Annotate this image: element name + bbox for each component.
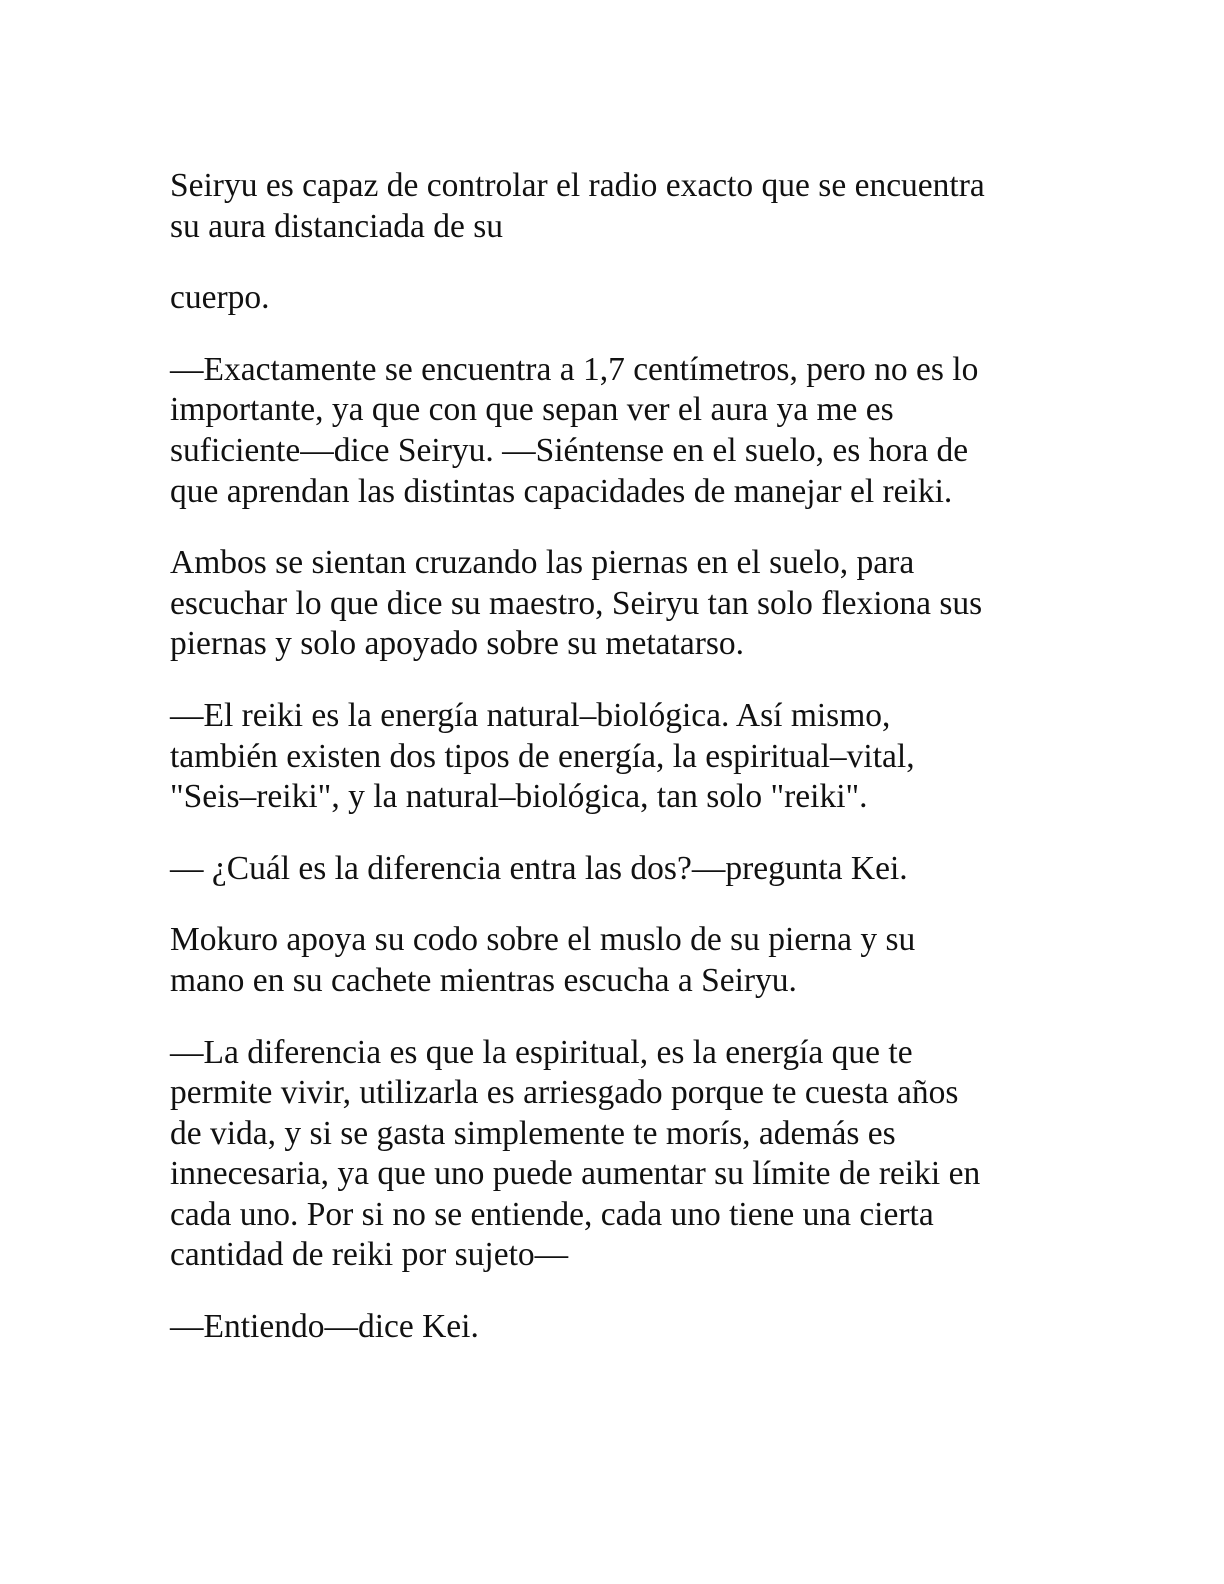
text-line: innecesaria, ya que uno puede aumentar su límite de reiki en <box>170 1155 981 1193</box>
paragraph-1 <box>170 166 1050 247</box>
text-line: de vida, y si se gasta simplemente te morís, además es <box>170 1114 896 1152</box>
text-line: —La diferencia es que la espiritual, es la energía que te <box>170 1033 913 1071</box>
text-line: cada uno. Por si no se entiende, cada uno tiene una cierta <box>170 1195 934 1233</box>
text-line: —El reiki es la energía natural–biológica. Así mismo, <box>170 696 891 734</box>
text-line: Mokuro apoya su codo sobre el muslo de su pierna y su <box>170 921 916 959</box>
paragraph-2 <box>170 278 1050 319</box>
text-line: Ambos se sientan cruzando las piernas en el suelo, para <box>170 544 915 582</box>
text-line: —Entiendo—dice Kei. <box>170 1308 479 1346</box>
text-line: que aprendan las distintas capacidades de manejar el reiki. <box>170 472 953 510</box>
text-line: — ¿Cuál es la diferencia entra las dos?—pregunta Kei. <box>170 849 908 887</box>
paragraph-6 <box>170 849 1050 890</box>
paragraph-5 <box>170 696 1050 818</box>
paragraph-7 <box>170 920 1050 1001</box>
text-line: escuchar lo que dice su maestro, Seiryu tan solo flexiona sus <box>170 584 983 622</box>
text-line: cuerpo. <box>170 279 270 317</box>
text-line: importante, ya que con que sepan ver el aura ya me es <box>170 391 894 429</box>
paragraph-9 <box>170 1307 1050 1348</box>
paragraph-3 <box>170 350 1050 512</box>
text-line: Seiryu es capaz de controlar el radio exacto que se encuentra <box>170 167 985 204</box>
text-line: mano en su cachete mientras escucha a Seiryu. <box>170 961 797 999</box>
text-line: "Seis–reiki", y la natural–biológica, tan solo "reiki". <box>170 778 868 816</box>
text-line: permite vivir, utilizarla es arriesgado porque te cuesta años <box>170 1074 959 1112</box>
text-line: su aura distanciada de su <box>170 207 504 245</box>
paragraph-4 <box>170 543 1050 665</box>
text-line: piernas y solo apoyado sobre su metatarso. <box>170 625 745 663</box>
text-line: también existen dos tipos de energía, la espiritual–vital, <box>170 737 915 775</box>
text-line: suficiente—dice Seiryu. —Siéntense en el suelo, es hora de <box>170 431 969 469</box>
paragraph-8 <box>170 1033 1050 1277</box>
page-body <box>170 166 1050 1348</box>
text-line: cantidad de reiki por sujeto— <box>170 1236 569 1274</box>
text-line: —Exactamente se encuentra a 1,7 centímetros, pero no es lo <box>170 350 979 388</box>
